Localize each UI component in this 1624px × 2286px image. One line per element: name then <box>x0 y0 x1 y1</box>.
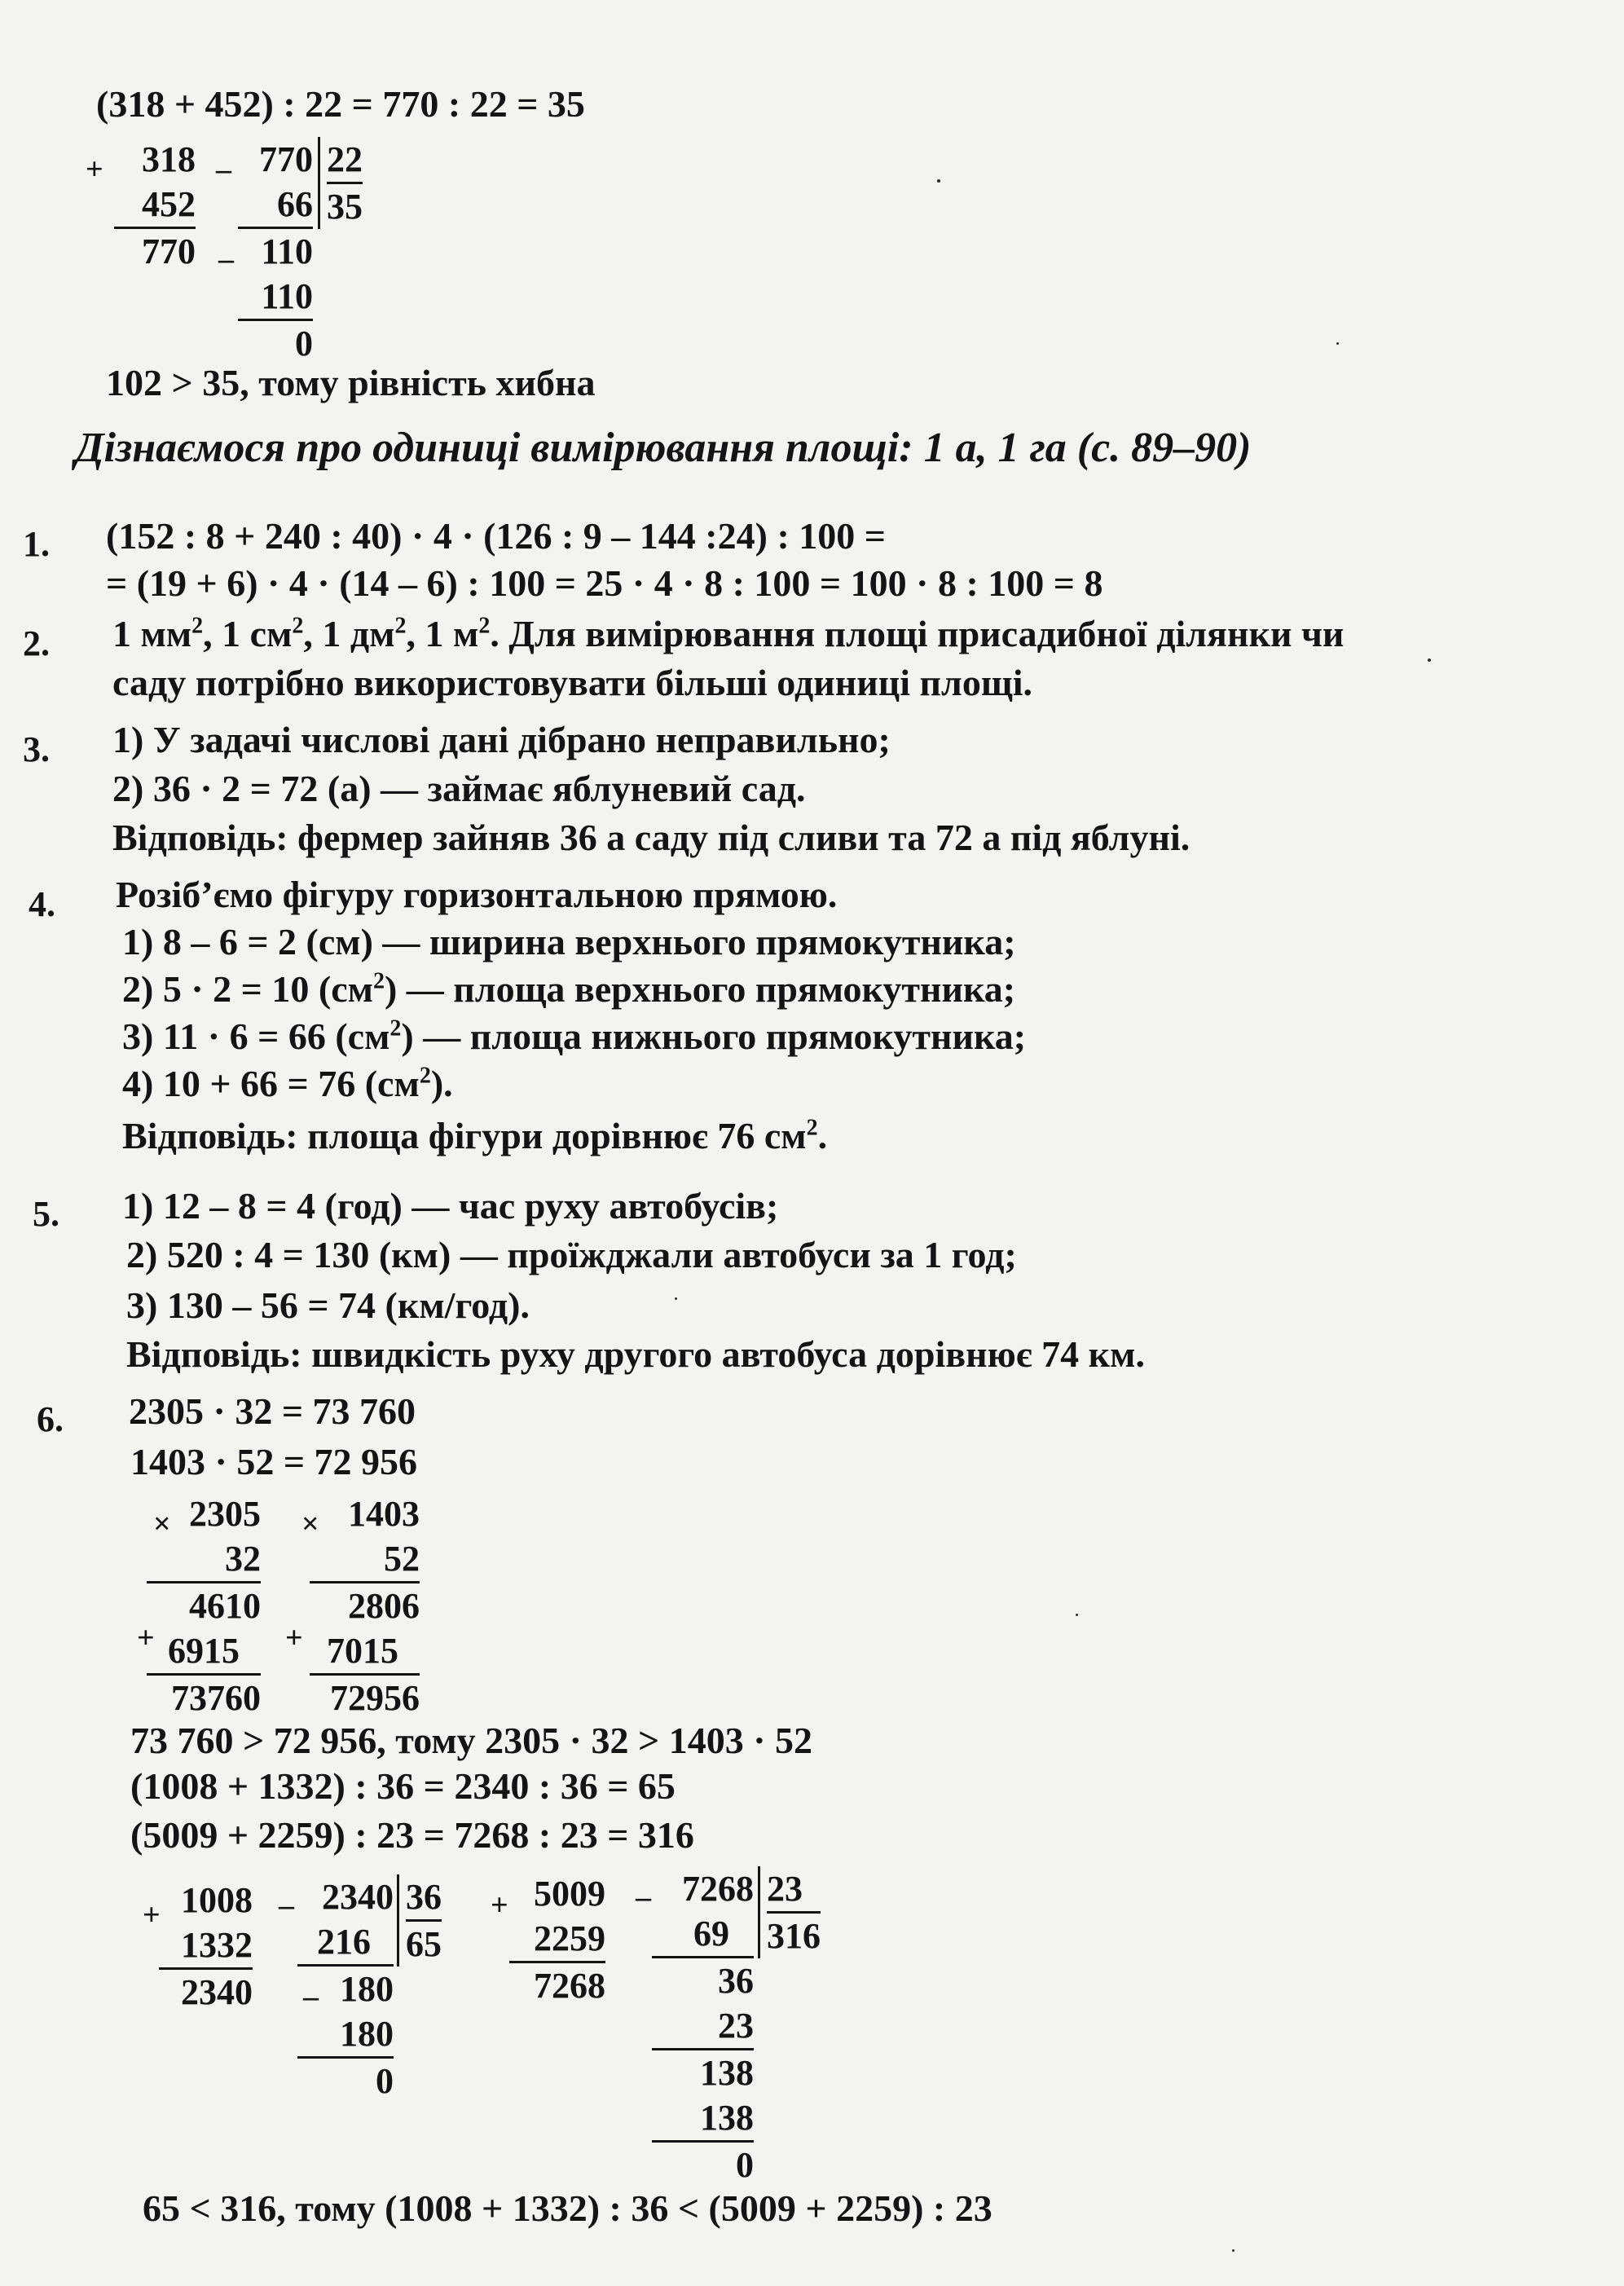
superscript: 2 <box>372 968 385 994</box>
divisor: 23 <box>767 1866 821 1914</box>
superscript: 2 <box>191 613 204 639</box>
top-conclusion: 102 > 35, тому рівність хибна <box>106 362 596 403</box>
quotient: 316 <box>767 1916 821 1956</box>
text: ). <box>430 1063 453 1104</box>
subtrahend: 110 <box>238 274 313 321</box>
task-number: 6. <box>37 1399 64 1439</box>
task-number: 2. <box>23 623 50 663</box>
long-division <box>238 137 313 366</box>
scan-speck <box>1076 1614 1078 1616</box>
subtrahend: 66 <box>238 182 313 229</box>
remainder: 0 <box>736 2145 754 2185</box>
minus-sign: – <box>216 152 231 187</box>
remainder: 0 <box>376 2061 394 2101</box>
task-5-line: 2) 520 : 4 = 130 (км) — проїжджали автобуси за 1 год; <box>126 1234 1017 1275</box>
product: 72956 <box>330 1678 420 1718</box>
superscript: 2 <box>292 613 304 639</box>
text: . Для вимірювання площі присадибної ділянки чи <box>490 613 1345 654</box>
column-addition <box>114 137 196 274</box>
addend: 2259 <box>509 1916 605 1963</box>
task-2-line: саду потрібно використовувати більші одиниці площі. <box>112 662 1032 703</box>
text: , 1 м <box>406 613 479 654</box>
dividend: 7268 <box>682 1869 754 1909</box>
task-3-line: 2) 36 · 2 = 72 (а) — займає яблуневий сад. <box>112 768 806 809</box>
task-6-line: 1403 · 52 = 72 956 <box>130 1441 418 1482</box>
quotient: 65 <box>406 1924 442 1964</box>
scan-speck <box>1428 658 1431 662</box>
plus-sign: + <box>491 1888 508 1923</box>
task-5-line: 3) 130 – 56 = 74 (км/год). <box>126 1284 530 1326</box>
partial-product: 7015 <box>310 1628 420 1676</box>
task-number: 3. <box>23 729 50 769</box>
scan-speck <box>1336 342 1339 345</box>
factor: 52 <box>310 1536 420 1583</box>
task-4-line <box>122 1061 453 1107</box>
task-5-answer: Відповідь: швидкість руху другого автобуса дорівнює 74 км. <box>126 1333 1145 1375</box>
remainder: 180 <box>340 1969 394 2009</box>
quotient: 35 <box>327 187 363 227</box>
subtrahend: 69 <box>652 1911 754 1958</box>
text: 1 мм <box>112 613 192 654</box>
partial-product: 2806 <box>348 1586 420 1626</box>
subtrahend: 23 <box>652 2003 754 2050</box>
text: ) — площа нижнього прямокутника; <box>401 1015 1027 1057</box>
column-multiplication <box>310 1491 420 1720</box>
text: . <box>817 1115 828 1156</box>
plus-sign: + <box>137 1621 155 1655</box>
text: 3) 11 · 6 = 66 (см <box>122 1015 390 1057</box>
task-4-line: 1) 8 – 6 = 2 (см) — ширина верхнього прямокутника; <box>122 921 1016 962</box>
addend: 1008 <box>181 1880 253 1920</box>
divisor: 36 <box>406 1874 442 1922</box>
task-number: 5. <box>33 1194 59 1234</box>
text: 4) 10 + 66 = 76 (см <box>122 1063 420 1104</box>
scan-speck <box>937 179 940 183</box>
minus-sign: – <box>218 242 234 276</box>
remainder: 138 <box>700 2053 754 2093</box>
task-3-answer: Відповідь: фермер зайняв 36 а саду під сливи та 72 а під яблуні. <box>112 817 1190 858</box>
task-6-line: (5009 + 2259) : 23 = 7268 : 23 = 316 <box>130 1814 694 1856</box>
minus-sign: – <box>636 1880 651 1914</box>
dividend: 2340 <box>322 1877 394 1917</box>
subtrahend: 216 <box>297 1919 394 1967</box>
divisor: 22 <box>327 137 363 184</box>
text: , 1 см <box>203 613 293 654</box>
column-multiplication <box>147 1491 261 1720</box>
task-number: 4. <box>29 884 55 924</box>
sum: 7268 <box>534 1966 605 2006</box>
plus-sign: + <box>143 1898 161 1932</box>
subtrahend: 180 <box>297 2011 394 2059</box>
task-4-line <box>122 1014 1026 1059</box>
addend: 1332 <box>159 1923 253 1970</box>
minus-sign: – <box>303 1980 319 2014</box>
column-addition <box>509 1871 605 2008</box>
factor: 2305 <box>189 1494 261 1534</box>
text: Відповідь: площа фігури дорівнює 76 см <box>122 1115 807 1156</box>
addend: 318 <box>142 139 196 179</box>
plus-sign: + <box>285 1621 303 1655</box>
task-1-line: = (19 + 6) · 4 · (14 – 6) : 100 = 25 · 4 · 8 : 100 = 100 · 8 : 100 = 8 <box>106 562 1103 604</box>
addend: 5009 <box>534 1874 605 1914</box>
remainder: 110 <box>261 231 313 271</box>
text: , 1 дм <box>303 613 395 654</box>
subtrahend: 138 <box>652 2095 754 2143</box>
partial-product: 4610 <box>189 1586 261 1626</box>
task-4-answer <box>122 1113 827 1159</box>
task-2-line <box>112 611 1344 657</box>
section-heading: Дізнаємося про одиниці вимірювання площі: 1 а, 1 га (с. 89–90) <box>75 425 1252 471</box>
comparison: 73 760 > 72 956, тому 2305 · 32 > 1403 · 52 <box>130 1720 813 1761</box>
long-division <box>297 1874 394 2103</box>
superscript: 2 <box>394 613 407 639</box>
scan-speck <box>675 1297 677 1300</box>
superscript: 2 <box>419 1063 431 1089</box>
superscript: 2 <box>806 1115 818 1141</box>
top-expression: (318 + 452) : 22 = 770 : 22 = 35 <box>96 83 585 125</box>
factor: 1403 <box>348 1494 420 1534</box>
superscript: 2 <box>478 613 491 639</box>
sum: 770 <box>142 231 196 271</box>
task-6-line: (1008 + 1332) : 36 = 2340 : 36 = 65 <box>130 1765 676 1807</box>
comparison: 65 < 316, тому (1008 + 1332) : 36 < (5009 + 2259) : 23 <box>143 2187 992 2229</box>
task-number: 1. <box>23 524 50 564</box>
scan-speck <box>1232 2249 1235 2252</box>
addend: 452 <box>114 182 196 229</box>
times-sign: × <box>153 1507 171 1541</box>
remainder: 0 <box>295 324 313 363</box>
task-5-line: 1) 12 – 8 = 4 (год) — час руху автобусів; <box>122 1185 779 1227</box>
minus-sign: – <box>279 1888 294 1923</box>
product: 73760 <box>171 1678 261 1718</box>
task-4-line <box>122 967 1015 1012</box>
text: ) — площа верхнього прямокутника; <box>384 968 1016 1010</box>
task-1-line: (152 : 8 + 240 : 40) · 4 · (126 : 9 – 144 :24) : 100 = <box>106 515 886 557</box>
remainder: 36 <box>718 1961 754 2001</box>
division-bracket <box>318 137 363 229</box>
plus-sign: + <box>86 152 103 187</box>
factor: 32 <box>147 1536 261 1583</box>
superscript: 2 <box>389 1015 402 1042</box>
column-addition <box>159 1878 253 2015</box>
partial-product: 6915 <box>147 1628 261 1676</box>
task-3-line: 1) У задачі числові дані дібрано неправильно; <box>112 719 891 760</box>
text: 2) 5 · 2 = 10 (см <box>122 968 373 1010</box>
long-division <box>652 1866 754 2187</box>
division-bracket <box>397 1874 442 1967</box>
division-bracket <box>758 1866 821 1958</box>
task-6-line: 2305 · 32 = 73 760 <box>129 1390 416 1432</box>
sum: 2340 <box>181 1972 253 2012</box>
times-sign: × <box>301 1507 319 1541</box>
task-4-line: Розіб’ємо фігуру горизонтальною прямою. <box>116 874 838 915</box>
dividend: 770 <box>259 139 313 179</box>
